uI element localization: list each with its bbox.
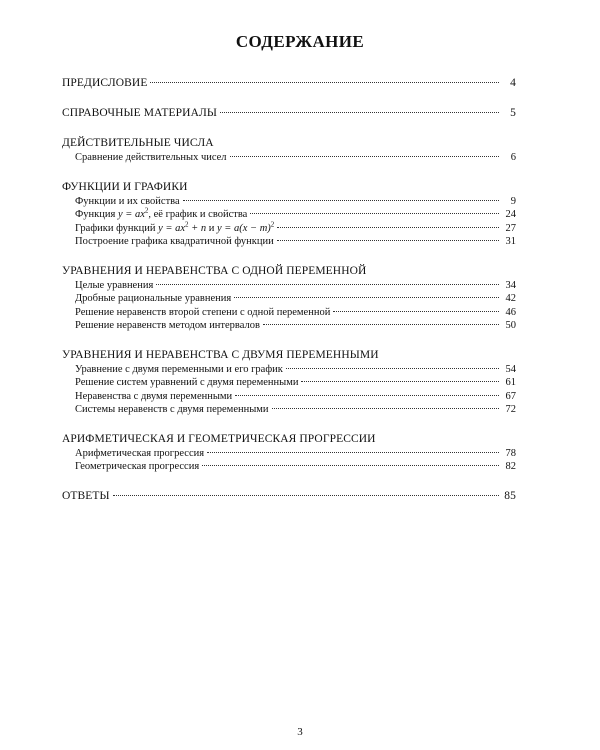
toc-entry-label: Функции и их свойства bbox=[75, 195, 180, 207]
toc-entry[interactable] bbox=[62, 376, 516, 390]
dot-leader bbox=[250, 213, 499, 214]
toc-entry[interactable] bbox=[62, 403, 516, 417]
toc-heading-label: ОТВЕТЫ bbox=[62, 489, 110, 502]
toc-page-number: 78 bbox=[505, 447, 516, 459]
math-formula: y = a(x − m) bbox=[216, 222, 271, 234]
toc-section-heading[interactable] bbox=[62, 76, 516, 91]
toc-entry-label: Решение систем уравнений с двумя переменными bbox=[75, 377, 299, 388]
toc-page-number: 46 bbox=[505, 306, 516, 318]
page-number: 3 bbox=[297, 726, 303, 738]
toc-section-heading[interactable] bbox=[62, 432, 516, 447]
dot-leader bbox=[286, 368, 499, 369]
toc-section bbox=[62, 106, 516, 121]
toc-entry[interactable] bbox=[62, 447, 516, 461]
toc-heading-label: ПРЕДИСЛОВИЕ bbox=[62, 77, 148, 89]
toc-entry-label: Неравенства с двумя переменными bbox=[75, 390, 233, 402]
toc-entry[interactable] bbox=[62, 363, 516, 377]
toc-section-heading[interactable] bbox=[62, 348, 516, 363]
toc-entry-label: Функция $y = ax^2$, её график и свойства bbox=[75, 206, 248, 220]
toc-page-number: 67 bbox=[505, 390, 516, 402]
math-formula: y = ax bbox=[158, 222, 185, 234]
dot-leader bbox=[333, 311, 499, 312]
toc-section bbox=[62, 348, 516, 417]
toc-page-number: 31 bbox=[505, 236, 516, 247]
toc-entry-label: Сравнение действительных чисел bbox=[75, 152, 227, 163]
toc-section bbox=[62, 432, 516, 474]
toc-page-number: 9 bbox=[510, 195, 516, 207]
dot-leader bbox=[220, 112, 499, 113]
toc-page-number: 27 bbox=[505, 222, 516, 234]
toc-entry-label: Решение неравенств методом интервалов bbox=[75, 320, 260, 331]
toc-entry-label: Решение неравенств второй степени с одной переменной bbox=[75, 306, 331, 318]
toc-heading-label: СПРАВОЧНЫЕ МАТЕРИАЛЫ bbox=[62, 107, 218, 119]
toc-page-number: 61 bbox=[505, 377, 516, 388]
dot-leader bbox=[207, 452, 499, 453]
toc-entry[interactable] bbox=[62, 292, 516, 306]
toc-section-heading[interactable] bbox=[62, 106, 516, 121]
toc-heading-label: УРАВНЕНИЯ И НЕРАВЕНСТВА С ДВУМЯ ПЕРЕМЕННЫМИ bbox=[62, 348, 379, 361]
toc-entry-label: Арифметическая прогрессия bbox=[75, 447, 205, 459]
toc-entry[interactable] bbox=[62, 319, 516, 333]
toc-section bbox=[62, 136, 516, 165]
dot-leader bbox=[277, 240, 499, 241]
toc-section-heading[interactable] bbox=[62, 180, 516, 195]
toc-page-number: 50 bbox=[505, 320, 516, 331]
toc-page-number: 4 bbox=[510, 77, 516, 89]
toc-page-number: 34 bbox=[505, 279, 516, 291]
dot-leader bbox=[113, 495, 499, 496]
dot-leader bbox=[263, 324, 499, 325]
toc-entry[interactable] bbox=[62, 460, 516, 474]
toc-entry-label: Системы неравенств с двумя переменными bbox=[75, 404, 269, 415]
dot-leader bbox=[301, 381, 499, 382]
toc-page-number: 24 bbox=[505, 209, 516, 220]
dot-leader bbox=[150, 82, 499, 83]
math-formula: y = ax bbox=[117, 209, 145, 220]
toc-heading-label: АРИФМЕТИЧЕСКАЯ И ГЕОМЕТРИЧЕСКАЯ ПРОГРЕССИИ bbox=[62, 432, 376, 445]
toc-entry[interactable] bbox=[62, 279, 516, 293]
toc-entry[interactable] bbox=[62, 390, 516, 404]
table-of-contents bbox=[62, 76, 516, 519]
toc-page-number: 6 bbox=[510, 152, 516, 163]
toc-entry-label: Графики функций $y = ax^2 + n$ и $y = a(x - m)^2$ bbox=[75, 220, 275, 234]
toc-entry[interactable] bbox=[62, 306, 516, 320]
toc-page-number: 42 bbox=[505, 293, 516, 304]
toc-page-number: 85 bbox=[504, 489, 516, 502]
dot-leader bbox=[235, 395, 499, 396]
toc-section-heading[interactable] bbox=[62, 136, 516, 151]
toc-page-number: 5 bbox=[510, 107, 516, 119]
dot-leader bbox=[272, 408, 499, 409]
dot-leader bbox=[156, 284, 499, 285]
toc-entry[interactable] bbox=[62, 195, 516, 209]
math-formula: + n bbox=[188, 222, 207, 234]
toc-page-number: 54 bbox=[505, 363, 516, 375]
toc-section bbox=[62, 76, 516, 91]
dot-leader bbox=[234, 297, 499, 298]
toc-page-number: 82 bbox=[505, 461, 516, 472]
toc-entry[interactable] bbox=[62, 235, 516, 249]
toc-section-heading[interactable] bbox=[62, 264, 516, 279]
toc-heading-label: ФУНКЦИИ И ГРАФИКИ bbox=[62, 180, 188, 193]
page-title: СОДЕРЖАНИЕ bbox=[235, 32, 365, 51]
dot-leader bbox=[183, 200, 499, 201]
toc-entry[interactable] bbox=[62, 222, 516, 236]
toc-section bbox=[62, 489, 516, 504]
toc-entry-label: Уравнение с двумя переменными и его график bbox=[75, 363, 283, 375]
toc-entry[interactable] bbox=[62, 151, 516, 165]
toc-entry-label: Построение графика квадратичной функции bbox=[75, 236, 274, 247]
toc-section bbox=[62, 180, 516, 249]
toc-entry-label: Целые уравнения bbox=[75, 279, 154, 291]
toc-section-heading[interactable] bbox=[62, 489, 516, 504]
dot-leader bbox=[277, 227, 499, 228]
toc-page-number: 72 bbox=[505, 404, 516, 415]
toc-entry-label: Дробные рациональные уравнения bbox=[75, 293, 232, 304]
toc-entry-label: Геометрическая прогрессия bbox=[75, 461, 200, 472]
toc-entry[interactable] bbox=[62, 208, 516, 222]
dot-leader bbox=[202, 465, 499, 466]
toc-heading-label: ДЕЙСТВИТЕЛЬНЫЕ ЧИСЛА bbox=[62, 137, 214, 149]
toc-heading-label: УРАВНЕНИЯ И НЕРАВЕНСТВА С ОДНОЙ ПЕРЕМЕННОЙ bbox=[62, 264, 367, 277]
dot-leader bbox=[230, 156, 499, 157]
toc-section bbox=[62, 264, 516, 333]
